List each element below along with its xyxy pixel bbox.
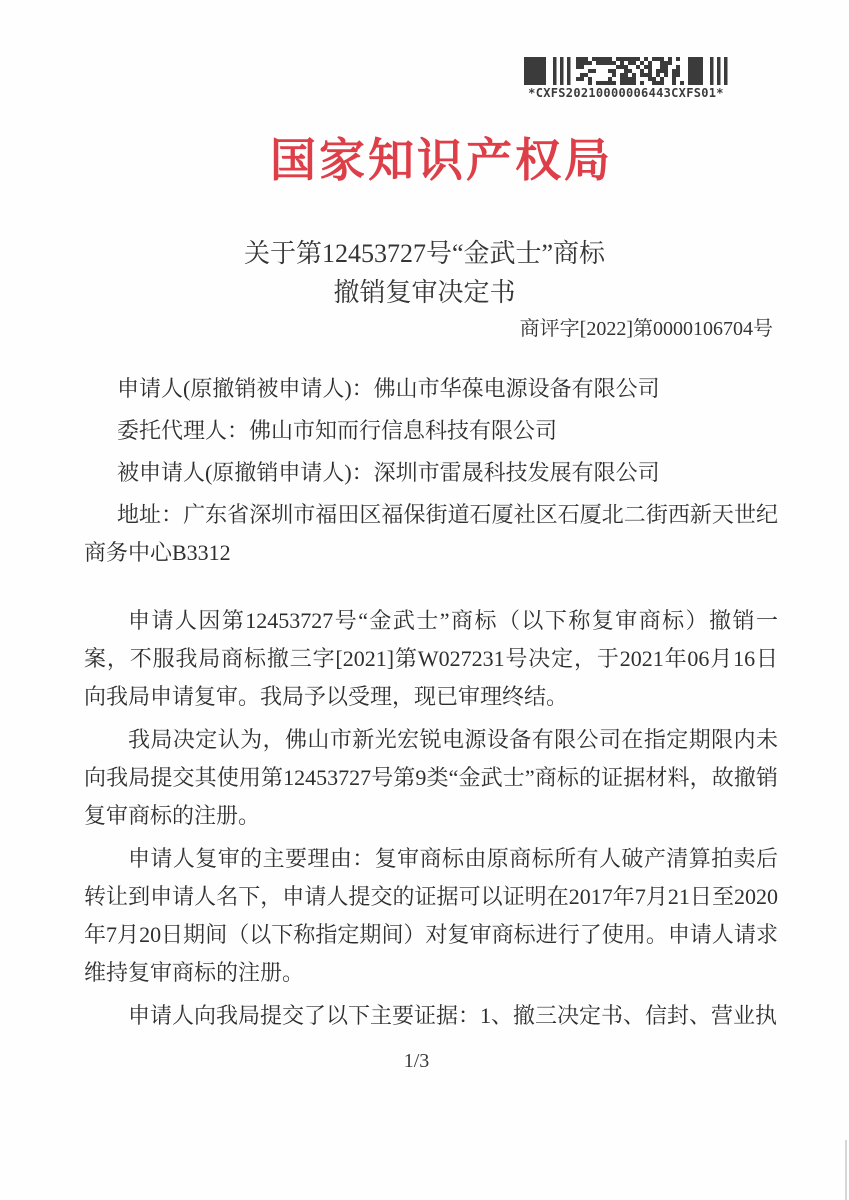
document-title <box>0 234 849 312</box>
agent-line: 委托代理人：佛山市知而行信息科技有限公司 <box>117 418 558 443</box>
respondent-line: 被申请人(原撤销申请人)：深圳市雷晟科技发展有限公司 <box>117 460 660 485</box>
barcode-image <box>524 57 728 85</box>
barcode <box>524 57 728 100</box>
body-paragraph-4: 申请人向我局提交了以下主要证据：1、撤三决定书、信封、营业执 <box>128 1003 778 1028</box>
parties-block <box>84 370 778 576</box>
reference-number: 商评字[2022]第0000106704号 <box>519 318 773 340</box>
page-number: 1/3 <box>403 1050 430 1072</box>
address-line: 地址：广东省深圳市福田区福保街道石厦社区石厦北二街西新天世纪商务中心B3312 <box>84 502 778 565</box>
agency-title: 国家知识产权局 <box>270 134 613 186</box>
document-title-line1: 关于第12453727号“金武士”商标 <box>243 239 606 268</box>
body-paragraph-1: 申请人因第12453727号“金武士”商标（以下称复审商标）撤销一案，不服我局商标撤三字[2021]第W027231号决定，于2021年06月16日向我局申请复审。我局予以受理，现已审理终结。 <box>84 608 778 709</box>
scan-edge-artifact <box>845 1140 847 1200</box>
document-title-line2: 撤销复审决定书 <box>333 278 516 307</box>
body-text <box>84 602 778 1040</box>
body-paragraph-3: 申请人复审的主要理由：复审商标由原商标所有人破产清算拍卖后转让到申请人名下，申请人提交的证据可以证明在2017年7月21日至2020年7月20日期间（以下称指定期间）对复审商标进行了使用。申请人请求维持复审商标的注册。 <box>84 846 778 985</box>
body-paragraph-2: 我局决定认为，佛山市新光宏锐电源设备有限公司在指定期限内未向我局提交其使用第12453727号第9类“金武士”商标的证据材料，故撤销复审商标的注册。 <box>84 727 778 828</box>
applicant-line: 申请人(原撤销被申请人)：佛山市华葆电源设备有限公司 <box>117 376 660 401</box>
barcode-text: *CXFS20210000006443CXFS01* <box>528 86 724 100</box>
